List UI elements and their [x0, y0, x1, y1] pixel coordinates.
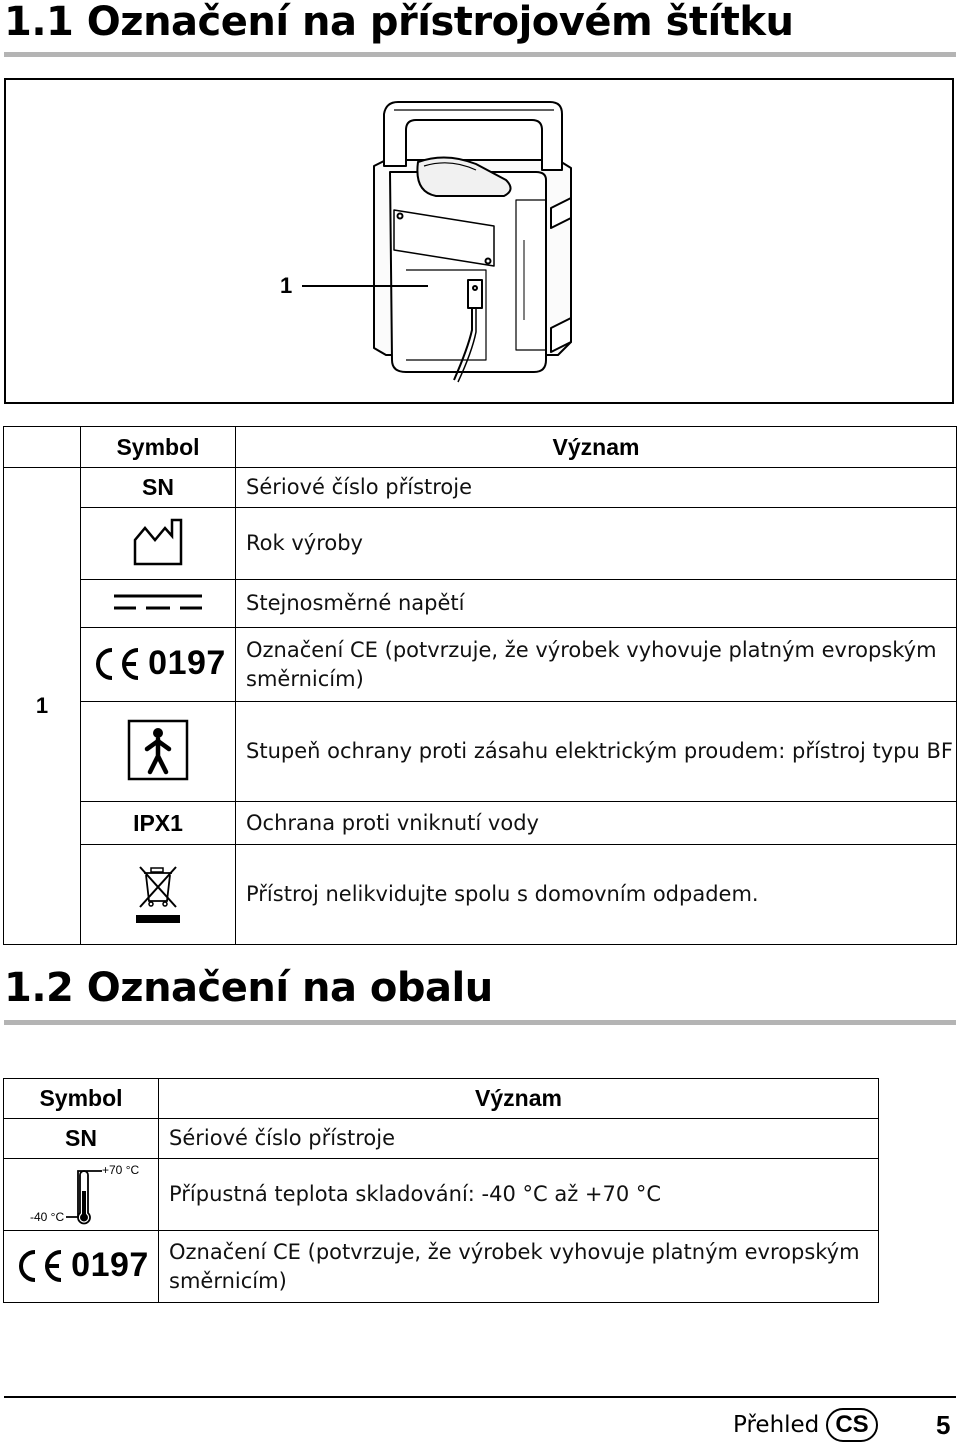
- ce-mark: [13, 1246, 149, 1285]
- table-row: [4, 845, 957, 945]
- meaning-text: Označení CE (potvrzuje, že výrobek vyhovuje platným evropským směrnicím): [159, 1231, 879, 1303]
- footer-rule: [4, 1396, 956, 1398]
- meaning-column-header: Význam: [236, 427, 957, 468]
- temperature-limit-symbol: [6, 1161, 156, 1229]
- table-row: [4, 1231, 879, 1303]
- section-1-title: 1.1 Označení na přístrojovém štítku: [4, 0, 794, 45]
- meaning-text: Přístroj nelikvidujte spolu s domovním odpadem.: [236, 845, 957, 945]
- meaning-text: Stejnosměrné napětí: [236, 580, 957, 628]
- table-row: [4, 702, 957, 802]
- symbol-column-header: Symbol: [4, 1079, 159, 1119]
- table-row: [4, 1119, 879, 1159]
- ip-rating-symbol: IPX1: [133, 809, 183, 836]
- table-row: [4, 1159, 879, 1231]
- ce-mark: [90, 644, 226, 683]
- meaning-text: Sériové číslo přístroje: [159, 1119, 879, 1159]
- language-badge: CS: [826, 1408, 878, 1442]
- ref-header-cell: [4, 427, 81, 468]
- meaning-text: Stupeň ochrany proti zásahu elektrickým proudem: přístroj typu BF: [236, 702, 957, 802]
- table-row: [4, 580, 957, 628]
- ce-mark-icon: [90, 647, 142, 681]
- device-illustration: [6, 80, 952, 402]
- meaning-text: Rok výroby: [236, 508, 957, 580]
- table-row: [4, 628, 957, 702]
- table-row: [4, 468, 957, 508]
- meaning-text: Označení CE (potvrzuje, že výrobek vyhovuje platným evropským směrnicím): [236, 628, 957, 702]
- symbol-column-header: Symbol: [81, 427, 236, 468]
- device-figure: [4, 78, 954, 404]
- packaging-label-table: [3, 1078, 879, 1303]
- notified-body-number: 0197: [148, 644, 226, 683]
- notified-body-number: 0197: [71, 1246, 149, 1285]
- section-2-title: 1.2 Označení na obalu: [4, 965, 493, 1011]
- footer-section-name: Přehled: [733, 1412, 820, 1438]
- direct-current-icon: [112, 591, 204, 613]
- callout-leader-line: [302, 285, 428, 287]
- page-number: 5: [936, 1410, 951, 1440]
- meaning-text: Ochrana proti vniknutí vody: [236, 802, 957, 845]
- meaning-text: Sériové číslo přístroje: [236, 468, 957, 508]
- temperature-high-label: +70 °C: [102, 1162, 140, 1177]
- serial-number-symbol: SN: [142, 474, 174, 500]
- table-row: [4, 508, 957, 580]
- serial-number-symbol: SN: [65, 1125, 97, 1151]
- manufacture-date-icon: [132, 518, 184, 566]
- table-header-row: [4, 1079, 879, 1119]
- type-bf-icon: [127, 719, 189, 781]
- device-label-table: [3, 426, 957, 945]
- section-1-rule: [4, 52, 956, 57]
- table-header-row: [4, 427, 957, 468]
- callout-number: 1: [280, 273, 293, 298]
- ce-mark-icon: [13, 1249, 65, 1283]
- section-2-rule: [4, 1020, 956, 1025]
- reference-number: 1: [4, 468, 81, 945]
- weee-crossed-bin-icon: [132, 861, 184, 925]
- meaning-column-header: Význam: [159, 1079, 879, 1119]
- temperature-low-label: -40 °C: [30, 1209, 65, 1224]
- table-row: [4, 802, 957, 845]
- meaning-text: Přípustná teplota skladování: -40 °C až +70 °C: [159, 1159, 879, 1231]
